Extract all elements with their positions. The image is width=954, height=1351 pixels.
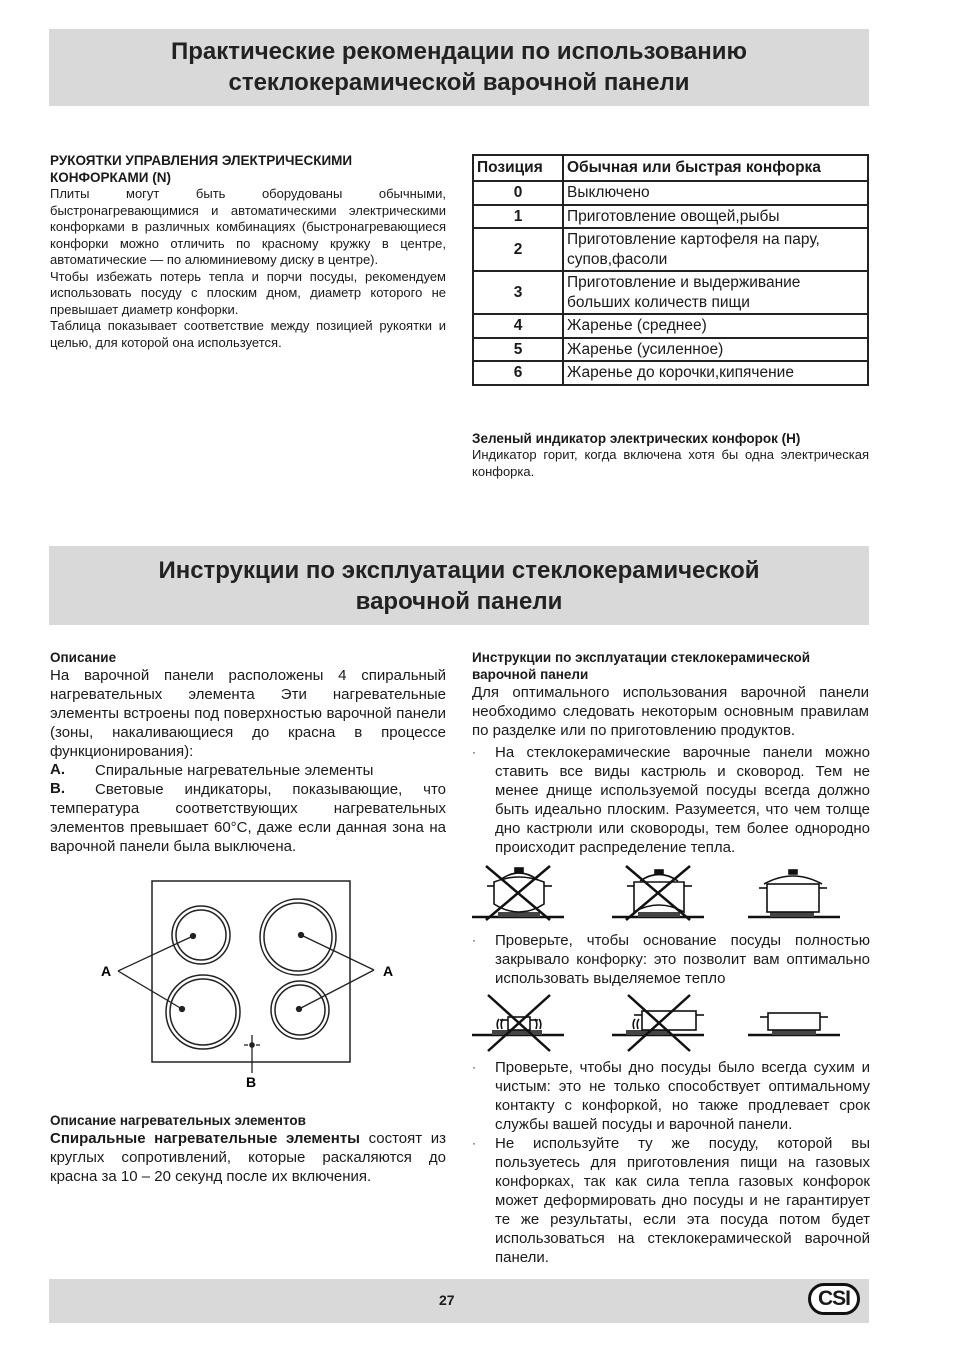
label-b: B	[246, 1074, 257, 1090]
burner-top-right	[260, 899, 336, 975]
pot-correct-flat-bottom-icon	[748, 870, 840, 917]
indicator-heading: Зеленый индикатор электрических конфорок (H)	[472, 431, 801, 446]
pot-wrong-too-small-icon	[472, 995, 564, 1051]
controls-section	[50, 152, 446, 351]
controls-paragraph: Чтобы избежать потерь тепла и порчи посуды, рекомендуем использовать посуду с плоским дном, диаметр которого не превышает диаметр конфорки.	[50, 268, 446, 317]
table-cell-purpose: Приготовление картофеля на пару, супов,фасоли	[563, 228, 868, 271]
table-row	[473, 181, 868, 205]
item-b-text: Световые индикаторы, показывающие, что температура соответствующих нагревательных элементов превышает 60°С, даже если данная зона на варочной панели была выключена.	[50, 781, 446, 855]
section-title-banner	[49, 29, 869, 106]
bullet-text: Проверьте, чтобы основание посуды полностью закрывало конфорку: это позволит вам оптимально использовать выделяемое тепло	[495, 932, 870, 987]
table-row	[473, 314, 868, 338]
table-row	[473, 205, 868, 229]
pot-correct-fit-icon	[748, 1013, 840, 1035]
bullet-item	[472, 1058, 870, 1134]
controls-paragraph: Таблица показывает соответствие между позицией рукоятки и целью, для которой она используется.	[50, 318, 446, 350]
section-title-line2: стеклокерамической варочной панели	[228, 69, 690, 96]
section-title-line1: Практические рекомендации по использованию	[170, 38, 748, 65]
table-cell-purpose: Приготовление и выдерживание больших количеств пищи	[563, 271, 868, 314]
description-heading: Описание	[50, 650, 117, 665]
table-cell-purpose: Выключено	[563, 181, 868, 205]
elements-heading: Описание нагревательных элементов	[50, 1113, 306, 1128]
item-b-label: B.	[50, 780, 65, 797]
bullet-item	[472, 931, 870, 988]
table-cell-position: 6	[473, 361, 563, 385]
bullet-item	[472, 1134, 870, 1267]
controls-heading-line2: КОНФОРКАМИ (N)	[50, 170, 171, 185]
bullet-dot: ·	[472, 1060, 476, 1074]
pot-wrong-concave-bottom-icon	[612, 866, 704, 920]
table-row	[473, 361, 868, 385]
section-title-line1: Инструкции по эксплуатации стеклокерамической	[158, 557, 760, 584]
bullet-text: Проверьте, чтобы дно посуды было всегда сухим и чистым: это не только способствует оптимальному контакту с конфоркой, но также продлевает срок службы вашей посуды и варочной панели.	[495, 1059, 870, 1133]
elements-bold-lead: Спиральные нагревательные элементы	[50, 1130, 360, 1147]
bullet-dot: ·	[472, 745, 476, 759]
table-cell-position: 0	[473, 181, 563, 205]
table-cell-position: 4	[473, 314, 563, 338]
table-row	[473, 228, 868, 271]
bullet-item	[472, 743, 870, 857]
table-cell-purpose: Жаренье до корочки,кипячение	[563, 361, 868, 385]
knob-position-table	[472, 154, 869, 386]
instructions-heading-line2: варочной панели	[472, 667, 589, 682]
table-header-purpose: Обычная или быстрая конфорка	[563, 155, 868, 181]
item-a-label: A.	[50, 761, 65, 778]
leader-lines	[118, 933, 374, 1074]
label-a-left: A	[101, 963, 112, 979]
hob-outline	[152, 881, 350, 1062]
pot-wrong-convex-bottom-icon	[472, 866, 564, 920]
csi-logo	[808, 1283, 860, 1315]
pot-wrong-offset-icon	[612, 995, 704, 1051]
description-paragraph: На варочной панели расположены 4 спиральный нагревательных элемента Эти нагревательные элементы встроены под поверхностью варочной панели (зоны, накаливающиеся до красна в процессе функционирования):	[50, 667, 446, 760]
table-cell-purpose: Приготовление овощей,рыбы	[563, 205, 868, 229]
table-cell-purpose: Жаренье (среднее)	[563, 314, 868, 338]
page-number: 27	[439, 1292, 455, 1308]
instructions-heading-line1: Инструкции по эксплуатации стеклокерамической	[472, 650, 811, 665]
table-cell-position: 5	[473, 338, 563, 362]
cookware-size-illustrations	[472, 993, 870, 1055]
burner-top-left	[172, 906, 230, 964]
controls-heading-line1: РУКОЯТКИ УПРАВЛЕНИЯ ЭЛЕКТРИЧЕСКИМИ	[50, 153, 353, 168]
page-footer	[49, 1279, 869, 1323]
instructions-intro: Для оптимального использования варочной панели необходимо следовать некоторым основным правилам по разделке или по приготовлению продуктов.	[472, 684, 869, 739]
bullet-text: Не используйте ту же посуду, которой вы пользуетесь для приготовления пищи на газовых конфорках, так как сила тепла газовых конфорок может деформировать дно посуды и не гарантирует те же результаты, если эта посуда потом будет использоваться на стеклокерамической варочной панели.	[495, 1135, 870, 1266]
table-header-row	[473, 155, 868, 181]
elements-rest: состоят из круглых сопротивлений, которые раскаляются до красна за 10 – 20 секунд после их включения.	[50, 1130, 446, 1185]
table-cell-position: 1	[473, 205, 563, 229]
table-row	[473, 338, 868, 362]
table-cell-position: 3	[473, 271, 563, 314]
cookware-bottom-illustrations	[472, 862, 870, 924]
controls-paragraph: Плиты могут быть оборудованы обычными, быстронагревающимися и автоматическими электрическими конфорками в различных комбинациях (быстронагревающиеся конфорки можно отличить по красному кружку в центре, автоматические — по алюминиевому диску в центре).	[50, 186, 446, 267]
indicator-section	[472, 430, 869, 480]
table-header-position: Позиция	[473, 155, 563, 181]
label-a-right: A	[383, 963, 394, 979]
bullet-dot: ·	[472, 1136, 476, 1150]
bullet-text: На стеклокерамические варочные панели можно ставить все виды кастрюль и сковород. Тем не менее днище используемой посуды всегда должно быть идеально плоским. Разумеется, что чем толще дно кастрюли или сковороды, тем более однородно происходит распределение тепла.	[495, 744, 870, 856]
description-item-b	[50, 780, 446, 856]
table-cell-position: 2	[473, 228, 563, 271]
elements-paragraph	[50, 1129, 446, 1186]
section-title-banner	[49, 546, 869, 625]
elements-section	[50, 1112, 446, 1186]
indicator-text: Индикатор горит, когда включена хотя бы одна электрическая конфорка.	[472, 447, 869, 479]
table-cell-purpose: Жаренье (усиленное)	[563, 338, 868, 362]
burner-bottom-left	[166, 975, 240, 1049]
bullet-dot: ·	[472, 933, 476, 947]
description-item-a	[50, 761, 446, 780]
instructions-section	[472, 649, 869, 740]
hob-diagram	[90, 875, 400, 1095]
description-section	[50, 649, 446, 856]
section-title-line2: варочной панели	[355, 588, 563, 615]
item-a-text: Спиральные нагревательные элементы	[95, 762, 374, 779]
table-row	[473, 271, 868, 314]
csi-logo-text: CSI	[817, 1287, 850, 1310]
